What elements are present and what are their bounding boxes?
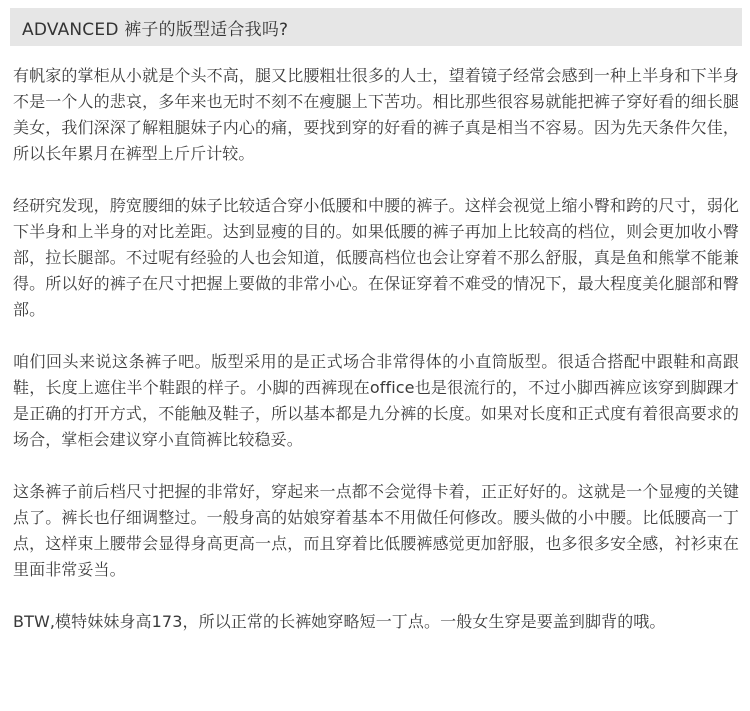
article-body (13, 63, 739, 635)
paragraph-fit: 这条裤子前后档尺寸把握的非常好，穿起来一点都不会觉得卡着，正正好好的。这就是一个显瘦的关键点了。裤长也仔细调整过。一般身高的姑娘穿着基本不用做任何修改。腰头做的小中腰。比低腰高一丁点，这样束上腰带会显得身高更高一点，而且穿着比低腰裤感觉更加舒服，也多很多安全感，衬衫束在里面非常妥当。 (13, 482, 739, 579)
paragraph-cut: 咱们回头来说这条裤子吧。版型采用的是正式场合非常得体的小直筒版型。很适合搭配中跟鞋和高跟鞋，长度上遮住半个鞋跟的样子。小脚的西裤现在office也是很流行的，不过小脚西裤应该穿到脚踝才是正确的打开方式，不能触及鞋子，所以基本都是九分裤的长度。如果对长度和正式度有着很高要求的场合，掌柜会建议穿小直筒裤比较稳妥。 (13, 352, 739, 449)
section-header (10, 8, 742, 46)
paragraph-model-note: BTW,模特妹妹身高173，所以正常的长裤她穿略短一丁点。一般女生穿是要盖到脚背的哦。 (13, 612, 666, 631)
paragraph-research: 经研究发现，胯宽腰细的妹子比较适合穿小低腰和中腰的裤子。这样会视觉上缩小臀和跨的尺寸，弱化下半身和上半身的对比差距。达到显瘦的目的。如果低腰的裤子再加上比较高的档位，则会更加收小臀部，拉长腿部。不过呢有经验的人也会知道，低腰高档位也会让穿着不那么舒服，真是鱼和熊掌不能兼得。所以好的裤子在尺寸把握上要做的非常小心。在保证穿着不难受的情况下，最大程度美化腿部和臀部。 (13, 196, 739, 319)
section-title: ADVANCED 裤子的版型适合我吗? (22, 19, 289, 40)
paragraph-intro: 有帆家的掌柜从小就是个头不高，腿又比腰粗壮很多的人士，望着镜子经常会感到一种上半身和下半身不是一个人的悲哀，多年来也无时不刻不在瘦腿上下苦功。相比那些很容易就能把裤子穿好看的细长腿美女，我们深深了解粗腿妹子内心的痛，要找到穿的好看的裤子真是相当不容易。因为先天条件欠佳，所以长年累月在裤型上斤斤计较。 (13, 66, 739, 163)
